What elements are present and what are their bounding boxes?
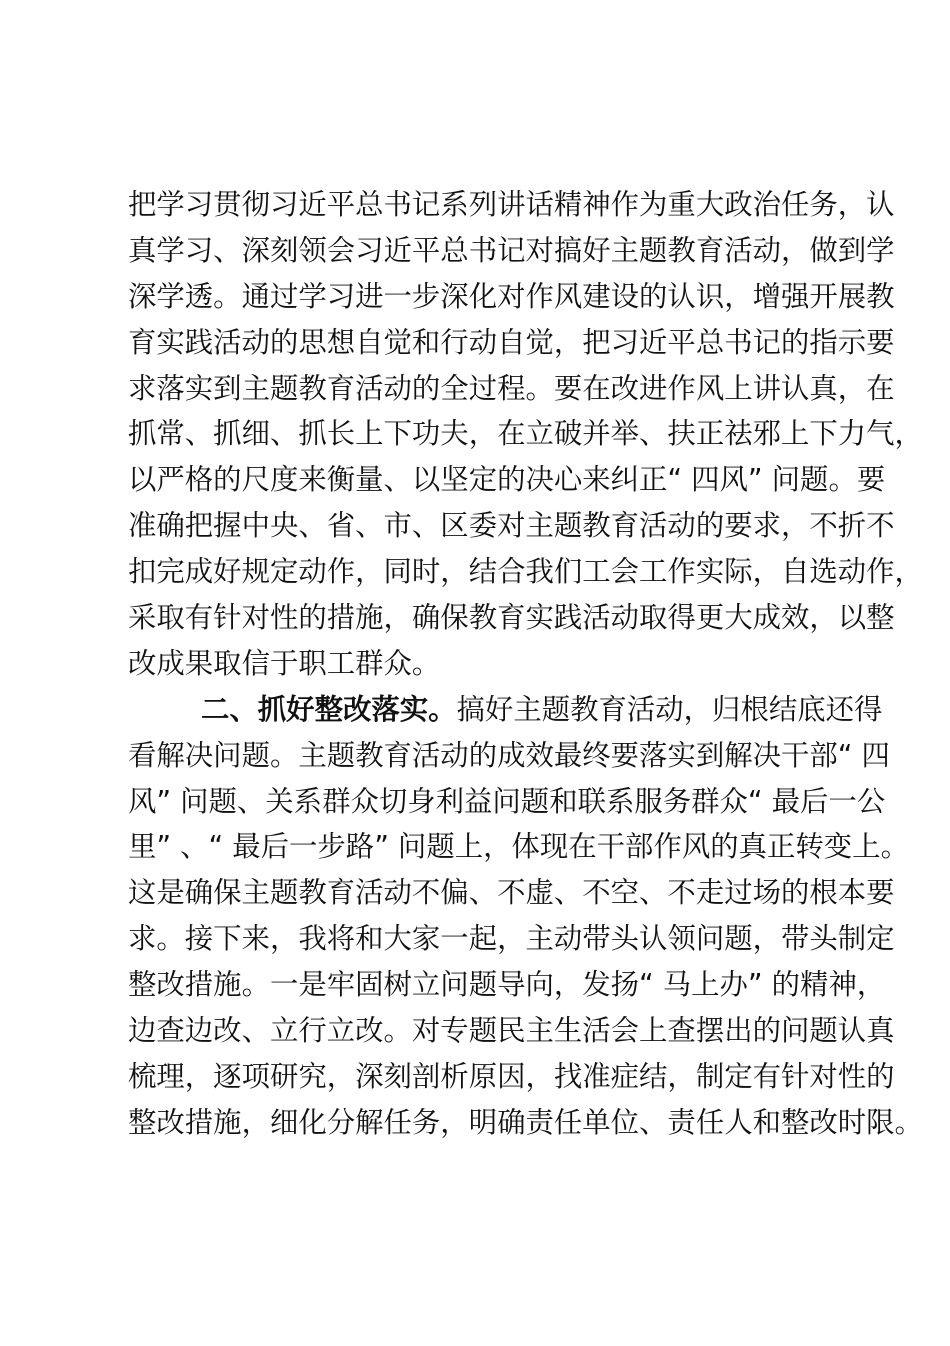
text-line: 抓常、抓细、抓长上下功夫，在立破并举、扶正祛邪上下力气，: [128, 417, 923, 451]
text-line: 求。接下来，我将和大家一起，主动带头认领问题，带头制定: [128, 922, 895, 956]
text-line: 边查边改、立行立改。对专题民主生活会上查摆出的问题认真: [128, 1014, 895, 1048]
paragraph-1: [128, 182, 923, 687]
text-line: 整改措施。一是牢固树立问题导向，发扬“ 马上办” 的精神，: [128, 968, 886, 1002]
text-line: 采取有针对性的措施，确保教育实践活动取得更大成效，以整: [128, 601, 895, 635]
paragraph-2: [128, 687, 923, 1146]
text-line: 深学透。通过学习进一步深化对作风建设的认识，增强开展教: [128, 279, 895, 313]
section-heading-rest: 搞好主题教育活动，归根结底还得: [456, 692, 883, 726]
text-line: 看解决问题。主题教育活动的成效最终要落实到解决干部“ 四: [128, 738, 890, 772]
text-line: 这是确保主题教育活动不偏、不虚、不空、不走过场的根本要: [128, 876, 895, 910]
text-line: 育实践活动的思想自觉和行动自觉，把习近平总书记的指示要: [128, 325, 895, 359]
text-line: 改成果取信于职工群众。: [128, 646, 441, 680]
section-heading: 二、抓好整改落实。: [201, 692, 457, 726]
text-line: 准确把握中央、省、市、区委对主题教育活动的要求，不折不: [128, 509, 895, 543]
text-line: 整改措施，细化分解任务，明确责任单位、责任人和整改时限。: [128, 1105, 923, 1139]
document-body: [128, 182, 923, 1146]
text-line: 里” 、“ 最后一步路” 问题上，体现在干部作风的真正转变上。: [128, 830, 909, 864]
text-line: 求落实到主题教育活动的全过程。要在改进作风上讲认真，在: [128, 371, 895, 405]
text-line: 梳理，逐项研究，深刻剖析原因，找准症结，制定有针对性的: [128, 1059, 895, 1093]
text-line: 风” 问题、关系群众切身利益问题和联系服务群众“ 最后一公: [128, 784, 886, 818]
text-line: 真学习、深刻领会习近平总书记对搞好主题教育活动，做到学: [128, 233, 895, 267]
text-line: 把学习贯彻习近平总书记系列讲话精神作为重大政治任务，认: [128, 188, 895, 221]
text-line: 以严格的尺度来衡量、以坚定的决心来纠正“ 四风” 问题。要: [128, 463, 886, 497]
text-line-first: [128, 687, 883, 733]
text-line: 扣完成好规定动作，同时，结合我们工会工作实际，自选动作，: [128, 555, 923, 589]
